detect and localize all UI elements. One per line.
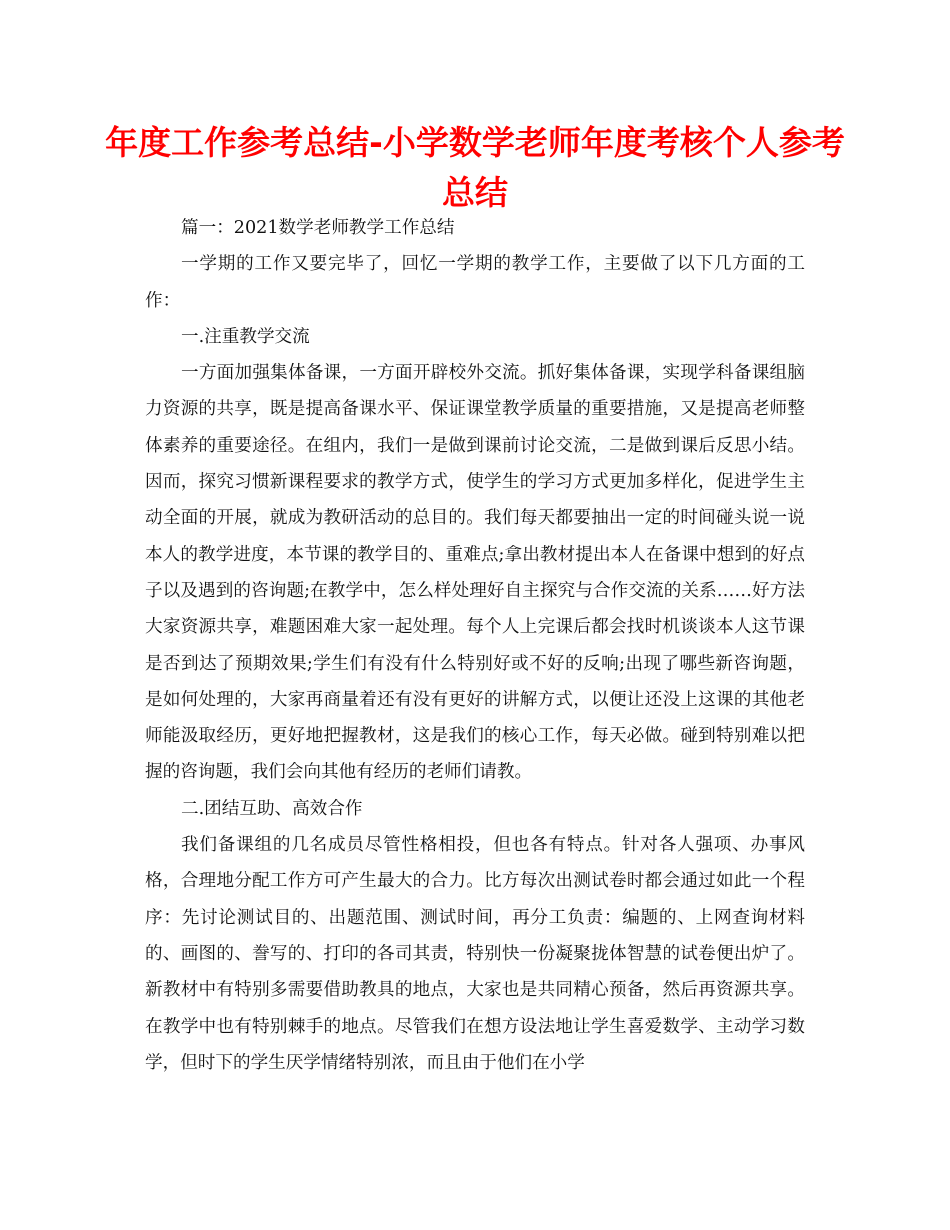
document-title: 年度工作参考总结-小学数学老师年度考核个人参考总结	[105, 123, 845, 212]
section-heading-2: 二.团结互助、高效合作	[181, 798, 363, 819]
section-heading-1: 一.注重教学交流	[181, 326, 310, 347]
body-paragraph-2: 我们备课组的几名成员尽管性格相投，但也各有特点。针对各人强项、办事风格，合理地分配工作方可产生最大的合力。比方每次出测试卷时都会通过如此一个程序：先讨论测试目的、出题范围、测试时间，再分工负责：编题的、上网查询材料的、画图的、誊写的、打印的各司其责，特别快一份凝聚拢体智慧的试卷便出炉了。新教材中有特别多需要借助教具的地点，大家也是共同精心预备，然后再资源共享。在教学中也有特别棘手的地点。尽管我们在想方设法地让学生喜爱数学、主动学习数学，但时下的学生厌学情绪特别浓，而且由于他们在小学	[145, 835, 805, 1073]
body-paragraph-1: 一方面加强集体备课，一方面开辟校外交流。抓好集体备课，实现学科备课组脑力资源的共享，既是提高备课水平、保证课堂教学质量的重要措施，又是提高老师整体素养的重要途径。在组内，我们一是做到课前讨论交流，二是做到课后反思小结。因而，探究习惯新课程要求的教学方式，使学生的学习方式更加多样化，促进学生主动全面的开展，就成为教研活动的总目的。我们每天都要抽出一定的时间碰头说一说本人的教学进度，本节课的教学目的、重难点;拿出教材提出本人在备课中想到的好点子以及遇到的咨询题;在教学中，怎么样处理好自主探究与合作交流的关系……好方法大家资源共享，难题困难大家一起处理。每个人上完课后都会找时机谈谈本人这节课是否到达了预期效果;学生们有没有什么特别好或不好的反响;出现了哪些新咨询题，是如何处理的，大家再商量着还有没有更好的讲解方式，以便让还没上这课的其他老师能汲取经历，更好地把握教材，这是我们的核心工作，每天必做。碰到特别难以把握的咨询题，我们会向其他有经历的老师们请教。	[145, 363, 805, 783]
intro-paragraph: 一学期的工作又要完毕了，回忆一学期的教学工作，主要做了以下几方面的工作：	[145, 254, 805, 311]
document-body	[145, 210, 805, 1081]
section-heading-part-one: 篇一：2021数学老师教学工作总结	[181, 218, 455, 238]
